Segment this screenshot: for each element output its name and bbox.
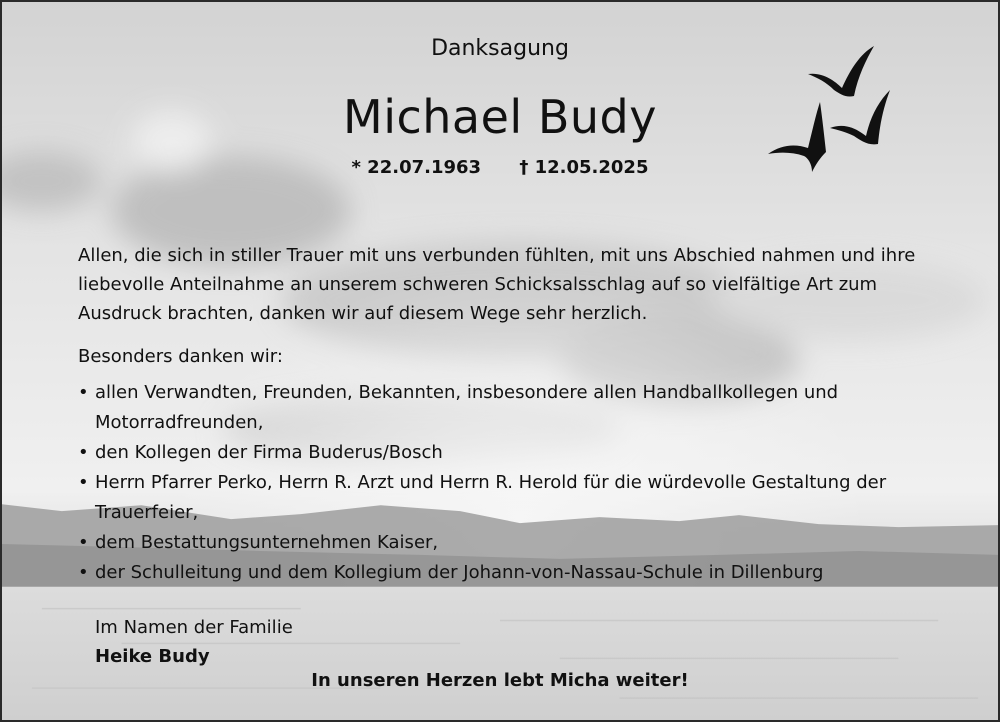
life-dates — [2, 157, 998, 178]
list-item — [78, 378, 938, 438]
closing-line: In unseren Herzen lebt Micha weiter! — [311, 670, 689, 691]
death-date: † 12.05.2025 — [519, 157, 649, 178]
list-item-text: Herrn Pfarrer Perko, Herrn R. Arzt und Herrn R. Herold für die würdevolle Gestaltung der Trauerfeier, — [95, 472, 887, 523]
bullet-icon: • — [78, 562, 89, 583]
deceased-name: Michael Budy — [343, 90, 657, 144]
bullet-icon: • — [78, 442, 89, 463]
signature-block — [95, 613, 293, 671]
list-item — [78, 438, 938, 468]
intro-paragraph: Allen, die sich in stiller Trauer mit uns verbunden fühlten, mit uns Abschied nahmen und ihre liebevolle Anteilnahme an unserem schweren Schicksalsschlag auf so vielfältige Art zum Ausdruck brachten, danken wir auf diesem Wege sehr herzlich. — [78, 245, 916, 324]
kicker-title: Danksagung — [431, 36, 569, 61]
signature-line: Im Namen der Familie — [95, 617, 293, 638]
list-item-text: allen Verwandten, Freunden, Bekannten, insbesondere allen Handballkollegen und Motorradfreunden, — [95, 382, 839, 433]
list-item — [78, 468, 938, 528]
birth-date: * 22.07.1963 — [351, 157, 482, 178]
text-layer — [2, 2, 998, 720]
list-item-text: den Kollegen der Firma Buderus/Bosch — [95, 442, 443, 463]
list-item-text: dem Bestattungsunternehmen Kaiser, — [95, 532, 439, 553]
thanks-list — [78, 378, 938, 588]
bullet-icon: • — [78, 472, 89, 493]
signature-name: Heike Budy — [95, 646, 210, 667]
bullet-icon: • — [78, 532, 89, 553]
list-item — [78, 528, 938, 558]
list-item-text: der Schulleitung und dem Kollegium der Johann-von-Nassau-Schule in Dillenburg — [95, 562, 824, 583]
bullet-icon: • — [78, 382, 89, 403]
list-item — [78, 558, 938, 588]
special-thanks-heading: Besonders danken wir: — [78, 346, 283, 367]
